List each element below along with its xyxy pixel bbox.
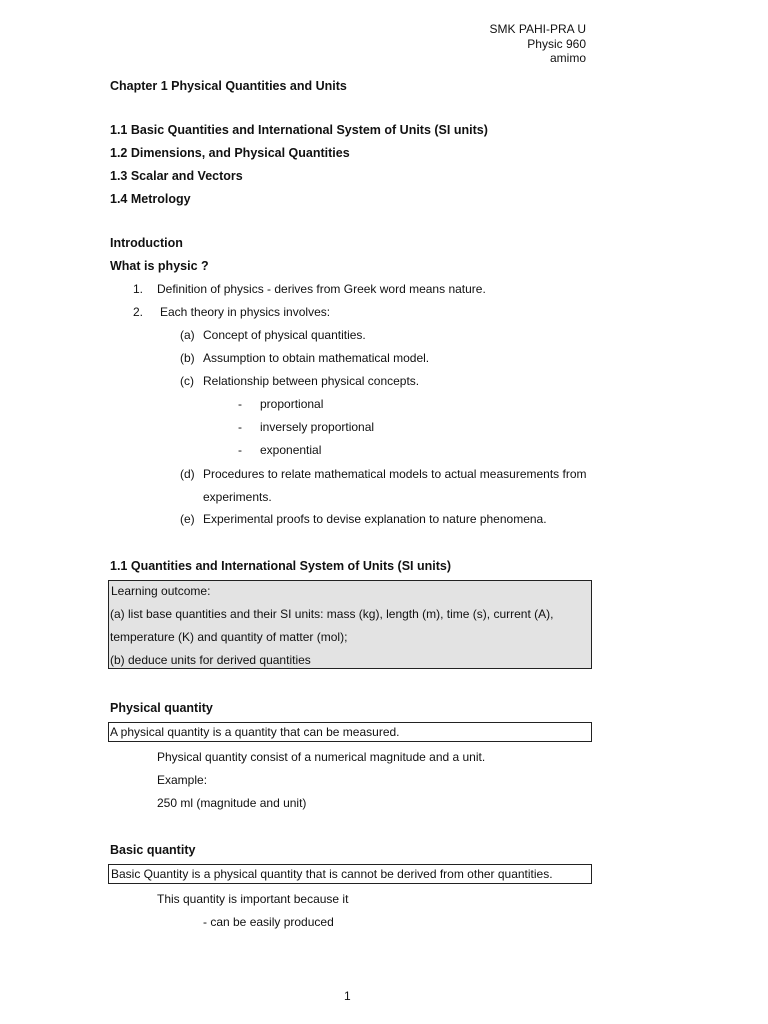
page-number: 1 [344, 989, 351, 1003]
basic-quantity-definition: Basic Quantity is a physical quantity that is cannot be derived from other quantities. [111, 867, 553, 881]
toc-item: 1.1 Basic Quantities and International System of Units (SI units) [110, 123, 488, 137]
learning-outcome-line: temperature (K) and quantity of matter (mol); [110, 630, 348, 644]
dash-item: exponential [260, 443, 322, 457]
sub-item: Procedures to relate mathematical models to actual measurements from [203, 467, 587, 481]
dash-item: proportional [260, 397, 324, 411]
list-item: Definition of physics - derives from Greek word means nature. [157, 282, 486, 296]
toc-item: 1.2 Dimensions, and Physical Quantities [110, 146, 350, 160]
sub-item: experiments. [203, 490, 272, 504]
learning-outcome-line: (a) list base quantities and their SI units: mass (kg), length (m), time (s), current (A), [110, 607, 554, 621]
dash-bullet: - [238, 397, 242, 411]
learning-outcome-title: Learning outcome: [111, 584, 211, 598]
learning-outcome-box [108, 580, 592, 669]
sub-item-label: (a) [180, 328, 195, 342]
body-text: This quantity is important because it [157, 892, 349, 906]
learning-outcome-line: (b) deduce units for derived quantities [110, 653, 311, 667]
dash-bullet: - [238, 420, 242, 434]
list-item: Each theory in physics involves: [160, 305, 331, 319]
toc-item: 1.4 Metrology [110, 192, 191, 206]
section-heading: 1.1 Quantities and International System of Units (SI units) [110, 559, 452, 573]
body-text: Physical quantity consist of a numerical magnitude and a unit. [157, 750, 486, 764]
sub-item-label: (d) [180, 467, 195, 481]
dash-item: inversely proportional [260, 420, 375, 434]
list-number: 2. [133, 305, 144, 319]
chapter-title: Chapter 1 Physical Quantities and Units [110, 79, 347, 93]
sub-item: Experimental proofs to devise explanation to nature phenomena. [203, 512, 547, 526]
sub-item-label: (e) [180, 512, 195, 526]
sub-item-label: (b) [180, 351, 195, 365]
list-number: 1. [133, 282, 144, 296]
header-author: amimo [549, 51, 586, 65]
physical-quantity-heading: Physical quantity [110, 701, 213, 715]
basic-quantity-heading: Basic quantity [110, 843, 196, 857]
dash-bullet: - [238, 443, 242, 457]
body-text: - can be easily produced [203, 915, 334, 929]
body-text: 250 ml (magnitude and unit) [157, 796, 307, 810]
introduction-question: What is physic ? [110, 259, 209, 273]
physical-quantity-definition: A physical quantity is a quantity that can be measured. [110, 725, 400, 739]
basic-quantity-definition-box [108, 864, 592, 884]
physical-quantity-definition-box [108, 722, 592, 742]
sub-item: Relationship between physical concepts. [203, 374, 420, 388]
introduction-heading: Introduction [110, 236, 183, 250]
body-text: Example: [157, 773, 208, 787]
sub-item: Assumption to obtain mathematical model. [203, 351, 430, 365]
header-subject: Physic 960 [527, 37, 586, 51]
sub-item-label: (c) [180, 374, 194, 388]
toc-item: 1.3 Scalar and Vectors [110, 169, 243, 183]
header-school: SMK PAHI-PRA U [489, 22, 586, 36]
sub-item: Concept of physical quantities. [203, 328, 366, 342]
